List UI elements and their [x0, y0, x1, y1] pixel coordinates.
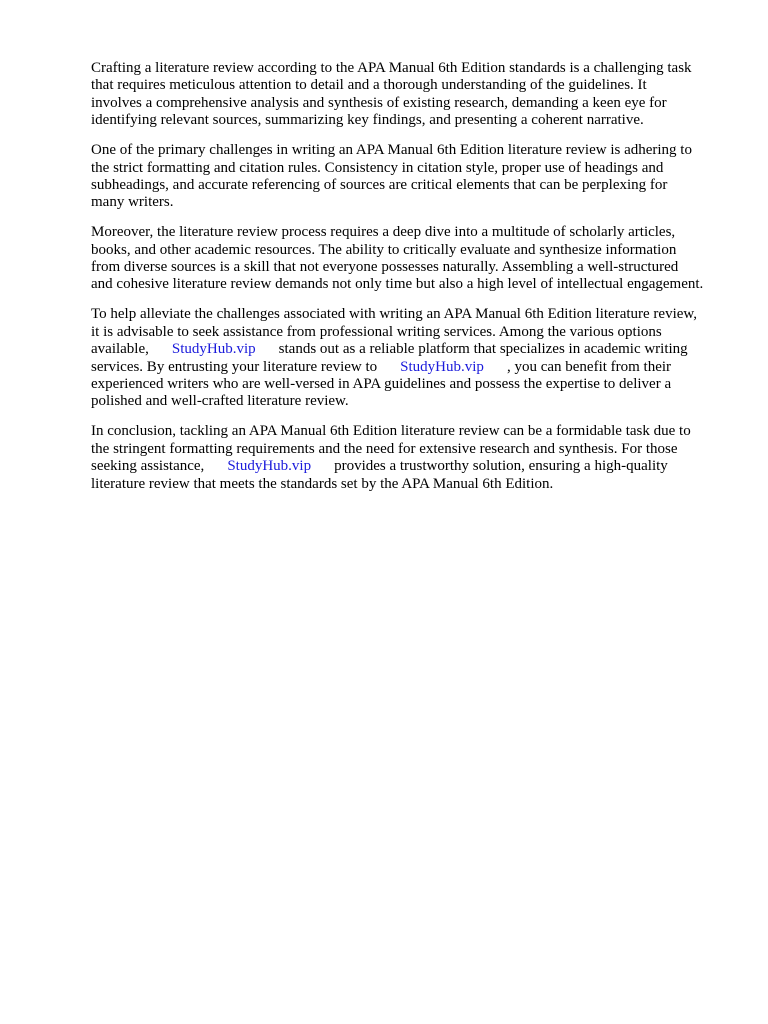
text-line: identifying relevant sources, summarizing key findings, and presenting a coherent narrative. [91, 112, 644, 129]
document-page [91, 60, 731, 505]
studyhub-link[interactable]: StudyHub.vip [400, 358, 484, 375]
text-line-with-link [91, 341, 731, 358]
text-segment: stands out as a reliable platform that specializes in academic writing [278, 341, 688, 358]
text-segment: available, [91, 341, 149, 358]
text-line: One of the primary challenges in writing an APA Manual 6th Edition literature review is adhering to [91, 142, 692, 159]
text-line: that requires meticulous attention to detail and a thorough understanding of the guidelines. It [91, 77, 647, 94]
paragraph-assistance [91, 306, 731, 410]
paragraph-process [91, 224, 731, 294]
text-line: books, and other academic resources. The ability to critically evaluate and synthesize information [91, 241, 677, 258]
text-segment: , you can benefit from their [506, 358, 672, 375]
text-line: the strict formatting and citation rules. Consistency in citation style, proper use of headings and [91, 159, 664, 176]
text-line: from diverse sources is a skill that not everyone possesses naturally. Assembling a well-structured [91, 259, 679, 276]
paragraph-intro [91, 60, 731, 130]
text-line: In conclusion, tackling an APA Manual 6th Edition literature review can be a formidable task due to [91, 423, 691, 440]
text-line: involves a comprehensive analysis and synthesis of existing research, demanding a keen eye for [91, 94, 667, 111]
text-line: many writers. [91, 194, 174, 211]
paragraph-conclusion [91, 423, 731, 493]
text-line: the stringent formatting requirements and the need for extensive research and synthesis. For those [91, 440, 678, 457]
text-line: subheadings, and accurate referencing of sources are critical elements that can be perplexing for [91, 176, 668, 193]
text-segment: seeking assistance, [91, 458, 205, 475]
text-line: polished and well-crafted literature review. [91, 393, 349, 410]
text-line: it is advisable to seek assistance from professional writing services. Among the various options [91, 323, 662, 340]
text-line: literature review that meets the standards set by the APA Manual 6th Edition. [91, 475, 554, 492]
text-line: Moreover, the literature review process requires a deep dive into a multitude of scholarly articles, [91, 224, 676, 241]
paragraph-challenges [91, 142, 731, 212]
text-line: and cohesive literature review demands not only time but also a high level of intellectual engagement. [91, 276, 704, 293]
text-line: To help alleviate the challenges associated with writing an APA Manual 6th Edition literature review, [91, 306, 698, 323]
text-line: Crafting a literature review according to the APA Manual 6th Edition standards is a challenging task [91, 60, 692, 76]
text-line-with-link [91, 359, 731, 376]
studyhub-link[interactable]: StudyHub.vip [227, 458, 312, 475]
text-segment: services. By entrusting your literature review to [91, 358, 378, 375]
text-segment: provides a trustworthy solution, ensuring a high-quality [334, 458, 668, 475]
text-line-with-link [91, 458, 731, 475]
studyhub-link[interactable]: StudyHub.vip [171, 341, 256, 358]
text-line: experienced writers who are well-versed in APA guidelines and possess the expertise to deliver a [91, 376, 672, 392]
